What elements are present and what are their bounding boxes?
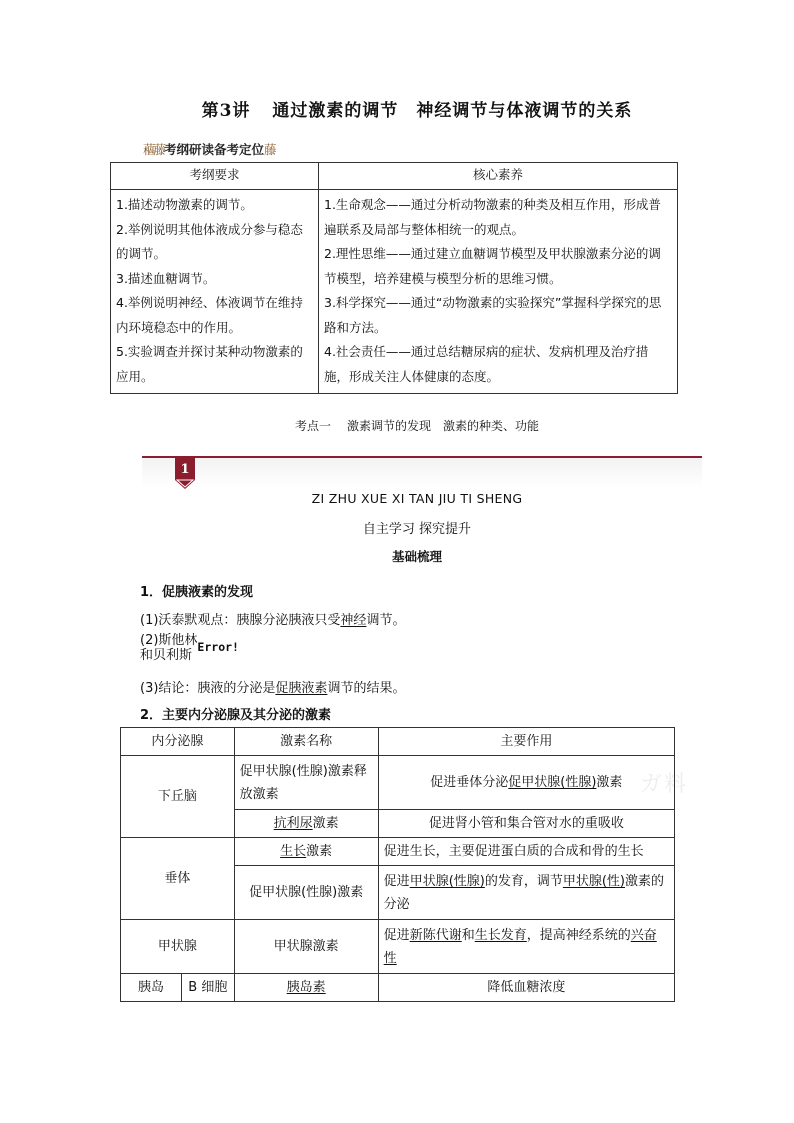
req-item: 3.描述血糖调节。 (116, 270, 216, 286)
answer-blank: 兴奋性 (383, 927, 657, 966)
text: 的发育，调节 (484, 873, 563, 889)
endocrine-table (120, 727, 675, 1002)
answer-blank: 新陈代谢 (409, 927, 462, 943)
req-item: 4.举例说明神经、体液调节在维持内环境稳态中的作用。 (116, 295, 303, 335)
function-cell: 降低血糖浓度 (378, 974, 674, 1002)
text: 激素 (596, 775, 623, 790)
point-2 (140, 633, 239, 663)
text: 促进 (383, 873, 410, 889)
syllabus-requirements (111, 190, 319, 394)
gland-pancreatic-islet: 胰岛 (121, 974, 182, 1002)
decor-right: 藤 (264, 142, 275, 157)
header-core-literacy: 核心素养 (319, 163, 678, 190)
hormone-cell (234, 974, 378, 1002)
lesson-number: 第3讲 (201, 101, 251, 121)
study-title: 自主学习 探究提升 (362, 522, 472, 537)
function-cell: 促进肾小管和集合管对水的重吸收 (378, 810, 674, 838)
answer-blank: 生长 (280, 844, 307, 859)
function-cell (378, 866, 674, 920)
lesson-title: 通过激素的调节 神经调节与体液调节的关系 (272, 101, 633, 121)
req-item: 5.实验调查并探讨某种动物激素的应用。 (116, 344, 303, 384)
exam-point-text: 激素调节的发现 激素的种类、功能 (347, 419, 540, 433)
function-cell: 促进生长，主要促进蛋白质的合成和骨的生长 (378, 838, 674, 866)
watermark: ガ料 (640, 772, 689, 797)
badge-number: 1 (180, 462, 190, 477)
header-hormone: 激素名称 (234, 728, 378, 756)
decor-left: 藲藤 (143, 142, 165, 157)
literacy-item: 1.生命观念——通过分析动物激素的种类及相互作用，形成普遍联系及局部与整体相统一的观点。 (324, 197, 661, 237)
section-2-heading: 2．主要内分泌腺及其分泌的激素 (140, 708, 332, 723)
error-text: Error! (197, 640, 239, 654)
answer-blank: 神经 (340, 613, 367, 628)
gland-pituitary: 垂体 (121, 838, 235, 920)
point-1-tail: 调节。 (366, 613, 406, 628)
section-heading (143, 140, 275, 158)
page-title (0, 96, 794, 121)
point-3-tail: 调节的结果。 (327, 681, 406, 696)
answer-blank: 生长发育 (474, 927, 527, 943)
text: 激素的分泌 (383, 873, 665, 912)
cell-type: B 细胞 (182, 974, 235, 1002)
hormone-cell: 甲状腺激素 (234, 920, 378, 974)
answer-blank: 促甲状腺(性腺) (508, 775, 597, 790)
req-item: 2.举例说明其他体液成分参与稳态的调节。 (116, 221, 303, 261)
core-literacy (319, 190, 678, 394)
point-1-text: (1)沃泰默观点：胰腺分泌胰液只受 (140, 613, 341, 628)
badge-shape-icon (175, 456, 195, 490)
hormone-cell (234, 838, 378, 866)
banner-line (142, 456, 702, 458)
hormone-cell: 促甲状腺(性腺)激素释放激素 (234, 756, 378, 810)
answer-blank: 甲状腺(性) (562, 873, 626, 889)
function-cell (378, 920, 674, 974)
point-2-line-1: (2)斯他林 (140, 633, 198, 648)
text: 激素 (306, 844, 333, 859)
text: 促进 (383, 927, 410, 943)
function-cell (378, 756, 674, 810)
gland-hypothalamus: 下丘脑 (121, 756, 235, 838)
header-function: 主要作用 (378, 728, 674, 756)
text: 和 (461, 927, 475, 943)
basics-title: 基础梳理 (391, 549, 442, 564)
answer-blank: 抗利尿 (273, 816, 313, 831)
literacy-item: 2.理性思维——通过建立血糖调节模型及甲状腺激素分泌的调节模型，培养建模与模型分析的思维习惯。 (324, 246, 661, 286)
point-2-line-2: 和贝利斯 (140, 648, 193, 663)
section-1-heading: 1．促胰液素的发现 (140, 585, 254, 600)
point-3 (140, 677, 405, 696)
banner-background (142, 458, 702, 488)
req-item: 1.描述动物激素的调节。 (116, 197, 253, 212)
literacy-item: 3.科学探究——通过“动物激素的实验探究”掌握科学探究的思路和方法。 (324, 295, 662, 335)
gland-thyroid: 甲状腺 (121, 920, 235, 974)
point-1 (140, 609, 405, 628)
hormone-cell: 促甲状腺(性腺)激素 (234, 866, 378, 920)
hormone-cell (234, 810, 378, 838)
exam-point-heading (0, 417, 794, 434)
text: 激素 (312, 816, 339, 831)
text: 促进垂体分泌 (430, 775, 509, 790)
pinyin-title: ZI ZHU XUE XI TAN JIU TI SHENG (311, 491, 523, 506)
answer-blank: 促胰液素 (275, 681, 328, 696)
header-gland: 内分泌腺 (121, 728, 235, 756)
exam-point-label: 考点一 (294, 419, 331, 433)
text: ，提高神经系统的 (526, 927, 631, 943)
section-heading-text: 考纲研读备考定位 (164, 142, 265, 157)
literacy-item: 4.社会责任——通过总结糖尿病的症状、发病机理及治疗措施，形成关注人体健康的态度。 (324, 344, 649, 384)
syllabus-table (110, 162, 678, 394)
point-3-text: (3)结论：胰液的分泌是 (140, 681, 276, 696)
answer-blank: 胰岛素 (286, 980, 326, 995)
banner-badge (175, 456, 195, 490)
header-syllabus: 考纲要求 (111, 163, 319, 190)
answer-blank: 甲状腺(性腺) (409, 873, 485, 889)
